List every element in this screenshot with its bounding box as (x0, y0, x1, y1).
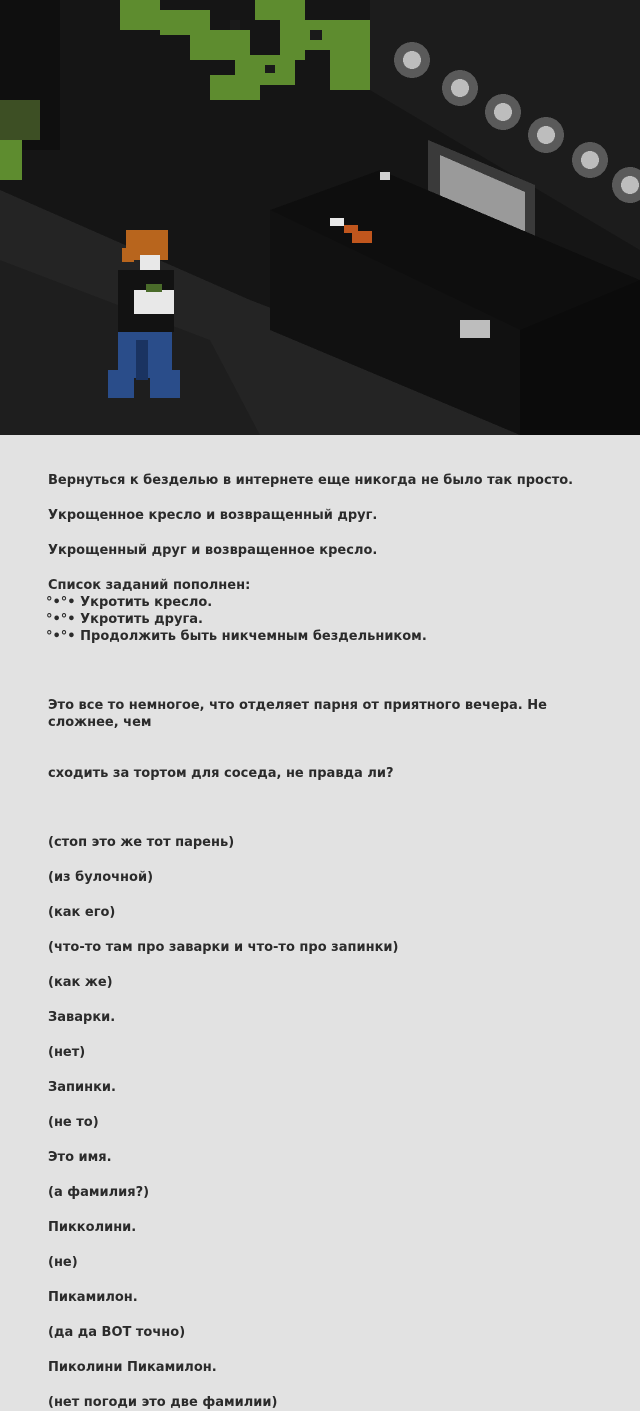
task-list-heading: Список заданий пополнен: (48, 578, 251, 593)
task-bullet: °•°• (46, 629, 81, 644)
dialogue-line: (что-то там про заварки и что-то про запинки) (48, 940, 399, 955)
task-bullet: °•°• (46, 595, 81, 610)
small-item (380, 172, 390, 180)
dialogue-line: Пикамилон. (48, 1290, 138, 1305)
dialogue-line: (не то) (48, 1115, 99, 1130)
dialogue-line: (стоп это же тот парень) (48, 835, 235, 850)
dialogue-line: (из булочной) (48, 870, 154, 885)
story-text-panel (0, 435, 640, 1410)
dialogue-line: (как же) (48, 975, 113, 990)
dialogue-line: Это имя. (48, 1150, 112, 1165)
dialogue-line: Заварки. (48, 1010, 116, 1025)
story-paragraph (48, 663, 610, 816)
story-line-continued: сходить за тортом для соседа, не правда ли? (48, 766, 394, 781)
dialogue-line: Пиколини Пикамилон. (48, 1360, 217, 1375)
task-text: Укротить друга. (80, 612, 203, 627)
story-paragraph: Укрощенный друг и возвращенное кресло. (48, 543, 378, 558)
desk-item (460, 320, 490, 338)
task-list (48, 577, 610, 645)
task-text: Продолжить быть никчемным бездельником. (80, 629, 427, 644)
dialogue-line: (нет) (48, 1045, 86, 1060)
dialogue-line: (не) (48, 1255, 78, 1270)
dialogue-line: Запинки. (48, 1080, 116, 1095)
task-item (46, 594, 610, 611)
story-line: Это все то немногое, что отделяет парня от приятного вечера. Не сложнее, чем (48, 698, 552, 730)
task-item (46, 611, 610, 628)
task-text: Укротить кресло. (80, 595, 213, 610)
story-paragraph: Вернуться к безделью в интернете еще никогда не было так просто. (48, 473, 574, 488)
story-paragraph: Укрощенное кресло и возвращенный друг. (48, 508, 378, 523)
game-scene (0, 0, 640, 435)
dialogue-line: (а фамилия?) (48, 1185, 150, 1200)
task-bullet: °•°• (46, 612, 81, 627)
left-shelf-trim (0, 100, 40, 140)
dialogue-line: (как его) (48, 905, 116, 920)
dialogue-line: (нет погоди это две фамилии) (48, 1395, 278, 1410)
task-item (46, 628, 610, 645)
dialogue-line: (да да ВОТ точно) (48, 1325, 186, 1340)
held-cake-box (134, 290, 174, 314)
dialogue-line: Пикколини. (48, 1220, 137, 1235)
